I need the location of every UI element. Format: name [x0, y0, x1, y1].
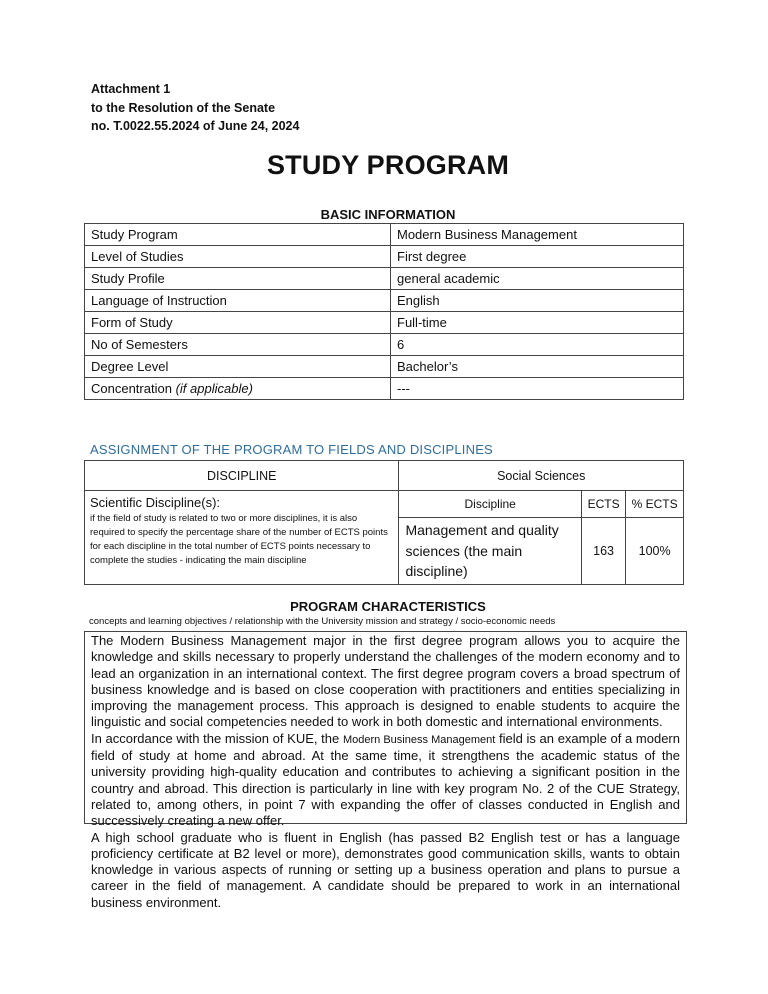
row-value: Bachelor’s	[391, 356, 684, 378]
row-label: No of Semesters	[85, 334, 391, 356]
concentration-note: (if applicable)	[175, 381, 253, 396]
characteristics-heading: PROGRAM CHARACTERISTICS	[290, 599, 486, 614]
table-row	[85, 491, 684, 518]
scientific-discipline-note: if the field of study is related to two or more disciplines, it is also required to specify the percentage share of the number of ECTS points for each discipline in the total number of ECTS points necessary to complete the studies - indicating the main discipline	[90, 513, 388, 566]
table-row	[85, 246, 684, 268]
attachment-line-2: to the Resolution of the Senate	[91, 100, 276, 115]
row-label: Language of Instruction	[85, 290, 391, 312]
scientific-discipline-title: Scientific Discipline(s):	[90, 495, 221, 510]
assignment-heading: ASSIGNMENT OF THE PROGRAM TO FIELDS AND DISCIPLINES	[90, 442, 493, 457]
row-value: English	[391, 290, 684, 312]
row-label: Study Profile	[85, 268, 391, 290]
row-label: Form of Study	[85, 312, 391, 334]
row-value: Full-time	[391, 312, 684, 334]
pct-value: 100%	[626, 518, 684, 585]
col-ects-header: ECTS	[581, 491, 625, 518]
row-value: ---	[391, 378, 684, 400]
row-value: general academic	[391, 268, 684, 290]
table-row	[85, 290, 684, 312]
attachment-line-3: no. T.0022.55.2024 of June 24, 2024	[91, 119, 300, 133]
characteristics-paragraph-3: A high school graduate who is fluent in English (has passed B2 English test or has a language proficiency certificate at B2 level or more), demonstrates good communication skills, wants to obtain knowledge in various aspects of running or setting up a business operation and plans to pursue a career in the field of management. A candidate should be prepared to work in an international business environment.	[91, 829, 680, 910]
table-row	[85, 378, 684, 400]
characteristics-paragraph-1: The Modern Business Management major in the first degree program allows you to acquire the knowledge and skills necessary to properly understand the challenges of the modern economy and to lead an organization in an international context. The first degree program covers a broad spectrum of business knowledge and is based on close cooperation with practitioners and entities specializing in improving the management process. This approach is designed to enable students to acquire the linguistic and social competencies needed to work in both domestic and international environments.	[91, 633, 680, 730]
attachment-line-1: Attachment 1	[91, 82, 171, 96]
row-value: 6	[391, 334, 684, 356]
attachment-header	[91, 80, 299, 136]
row-value: Modern Business Management	[391, 224, 684, 246]
table-row	[85, 461, 684, 491]
concentration-label: Concentration	[91, 381, 172, 396]
characteristics-paragraph-2	[91, 731, 680, 830]
table-row	[85, 268, 684, 290]
paragraph-2-program-name: Modern Business Management	[342, 733, 496, 746]
ects-value: 163	[581, 518, 625, 585]
row-label: Level of Studies	[85, 246, 391, 268]
paragraph-2-part-a: In accordance with the mission of KUE, the	[91, 730, 343, 746]
row-value: First degree	[391, 246, 684, 268]
row-label: Degree Level	[85, 356, 391, 378]
row-label	[85, 378, 391, 400]
characteristics-subheading: concepts and learning objectives / relationship with the University mission and strategy / socio-economic needs	[89, 616, 556, 627]
table-row	[85, 356, 684, 378]
table-row	[85, 334, 684, 356]
characteristics-text-box	[84, 631, 687, 910]
basic-info-table	[84, 223, 684, 400]
basic-info-heading: BASIC INFORMATION	[320, 207, 456, 222]
field-header: Social Sciences	[399, 461, 684, 491]
table-row	[85, 224, 684, 246]
paragraph-2-part-c: field is an example of a modern field of study at home and abroad. At the same time, it strengthens the academic status of the university providing high-quality education and contributes to achieving a significant position in the country and abroad. This direction is particularly in line with key program No. 2 of the CUE Strategy, related to, among others, in point 7 with expanding the offer of classes conducted in English and successively creating a new offer.	[91, 730, 680, 829]
discipline-header: DISCIPLINE	[85, 461, 399, 491]
discipline-value: Management and quality sciences (the main discipline)	[399, 518, 581, 585]
col-discipline-header: Discipline	[399, 491, 581, 518]
col-pct-header: % ECTS	[626, 491, 684, 518]
scientific-discipline-cell	[85, 491, 399, 585]
assignment-table	[84, 460, 684, 585]
page-title: STUDY PROGRAM	[266, 150, 510, 180]
row-label: Study Program	[85, 224, 391, 246]
table-row	[85, 312, 684, 334]
